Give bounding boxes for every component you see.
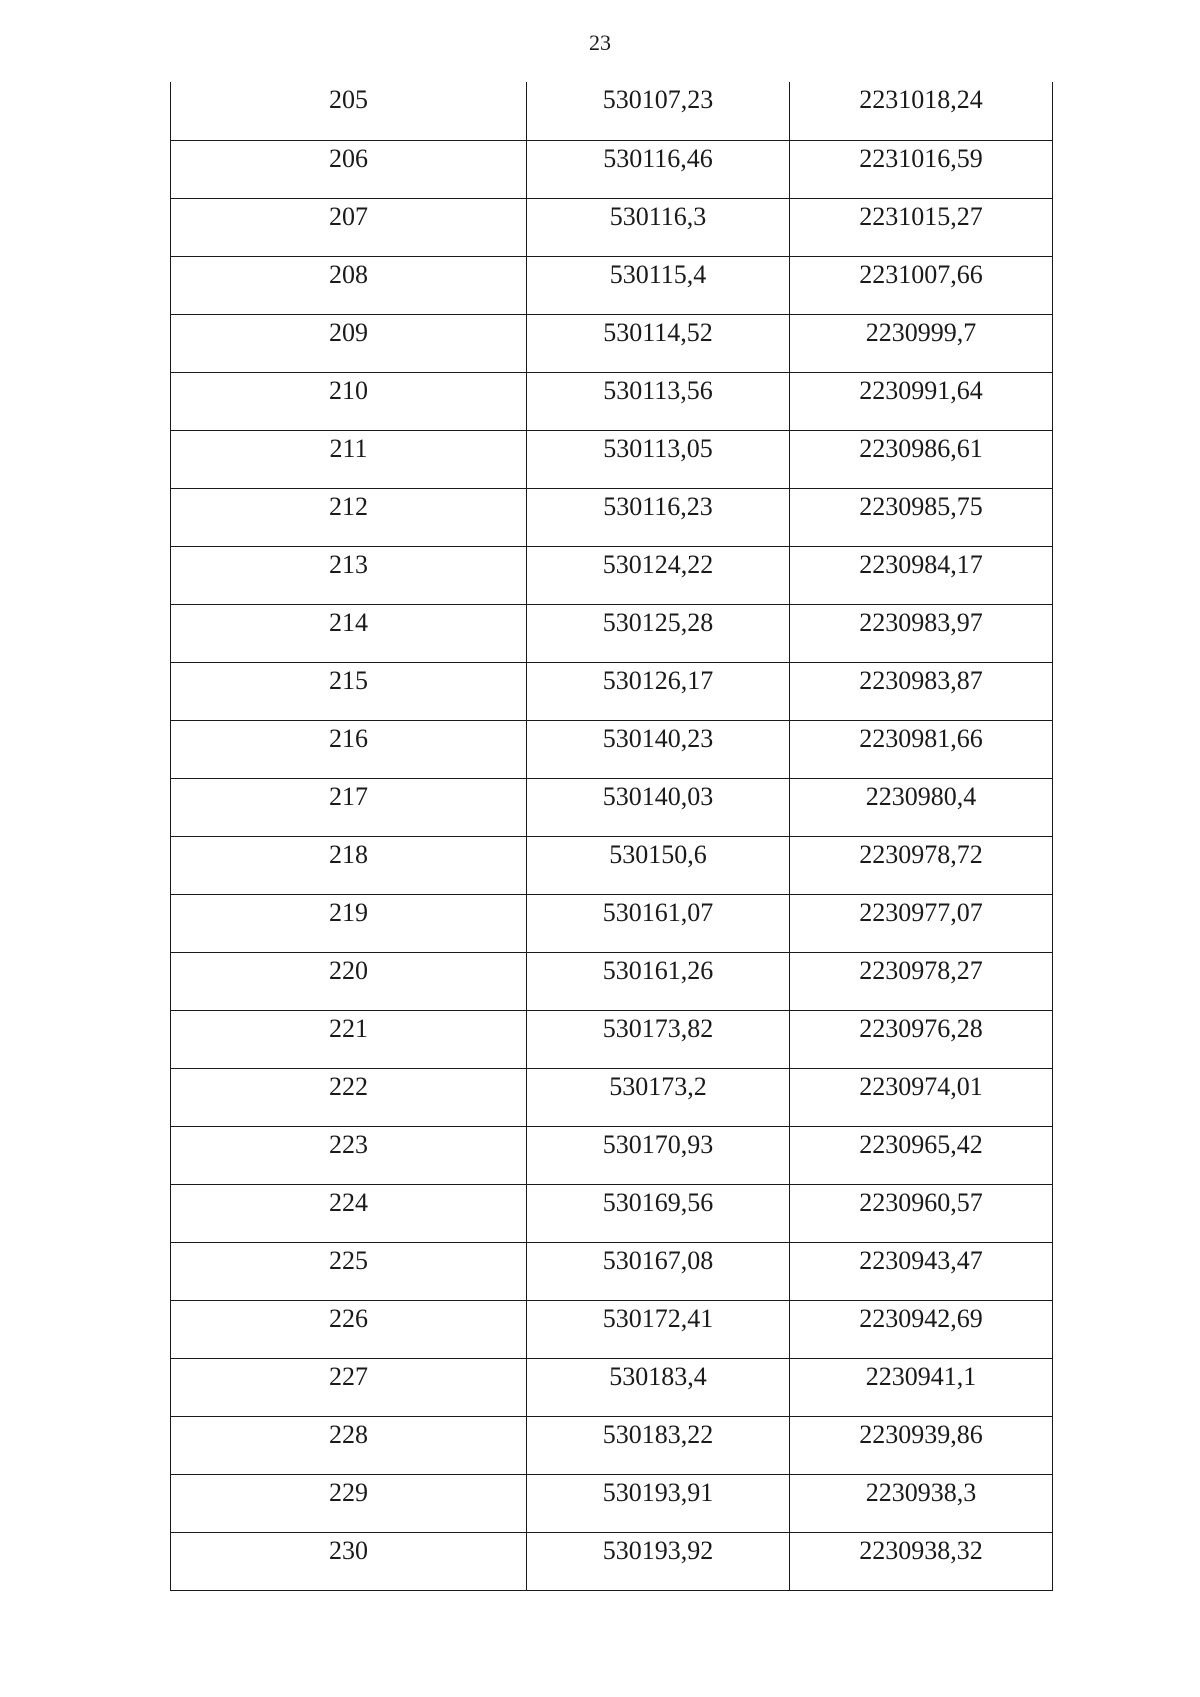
cell-text: 2230985,75 bbox=[859, 491, 983, 521]
x-coordinate-cell bbox=[527, 430, 790, 488]
table-row bbox=[171, 314, 1053, 372]
point-number-cell bbox=[171, 1184, 527, 1242]
table-row bbox=[171, 140, 1053, 198]
cell-text: 205 bbox=[329, 85, 368, 114]
cell-text: 530172,41 bbox=[602, 1303, 714, 1333]
cell-text: 230 bbox=[329, 1535, 368, 1565]
cell-text: 530140,03 bbox=[602, 781, 714, 811]
cell-text: 229 bbox=[329, 1477, 368, 1507]
table-row bbox=[171, 952, 1053, 1010]
x-coordinate-cell bbox=[527, 1474, 790, 1532]
table-row bbox=[171, 256, 1053, 314]
table-row bbox=[171, 82, 1053, 140]
table-row bbox=[171, 1126, 1053, 1184]
cell-text: 530116,46 bbox=[603, 143, 713, 173]
table-row bbox=[171, 604, 1053, 662]
cell-text: 530115,4 bbox=[609, 259, 707, 289]
cell-text: 228 bbox=[329, 1419, 368, 1449]
table-row bbox=[171, 1416, 1053, 1474]
cell-text: 2230984,17 bbox=[859, 549, 983, 579]
cell-text: 2230938,3 bbox=[865, 1477, 977, 1507]
cell-text: 530161,26 bbox=[602, 955, 714, 985]
cell-text: 2230941,1 bbox=[865, 1361, 977, 1391]
cell-text: 530169,56 bbox=[602, 1187, 714, 1217]
cell-text: 2230965,42 bbox=[859, 1129, 983, 1159]
y-coordinate-cell bbox=[790, 604, 1053, 662]
cell-text: 2230976,28 bbox=[859, 1013, 983, 1043]
point-number-cell bbox=[171, 1416, 527, 1474]
cell-text: 207 bbox=[329, 201, 368, 231]
cell-text: 530193,92 bbox=[602, 1535, 714, 1565]
cell-text: 2230981,66 bbox=[859, 723, 983, 753]
point-number-cell bbox=[171, 604, 527, 662]
cell-text: 215 bbox=[329, 665, 368, 695]
table-row bbox=[171, 488, 1053, 546]
y-coordinate-cell bbox=[790, 1068, 1053, 1126]
cell-text: 2230991,64 bbox=[859, 375, 983, 405]
x-coordinate-cell bbox=[527, 1010, 790, 1068]
table-body bbox=[171, 82, 1053, 1590]
y-coordinate-cell bbox=[790, 1184, 1053, 1242]
x-coordinate-cell bbox=[527, 1242, 790, 1300]
x-coordinate-cell bbox=[527, 1184, 790, 1242]
x-coordinate-cell bbox=[527, 546, 790, 604]
point-number-cell bbox=[171, 198, 527, 256]
cell-text: 530173,2 bbox=[609, 1071, 707, 1101]
table-row bbox=[171, 1474, 1053, 1532]
cell-text: 2230974,01 bbox=[859, 1071, 983, 1101]
table-row bbox=[171, 720, 1053, 778]
cell-text: 212 bbox=[329, 491, 368, 521]
cell-text: 2231015,27 bbox=[859, 201, 983, 231]
cell-text: 209 bbox=[329, 317, 368, 347]
point-number-cell bbox=[171, 82, 527, 140]
y-coordinate-cell bbox=[790, 1010, 1053, 1068]
y-coordinate-cell bbox=[790, 372, 1053, 430]
table-row bbox=[171, 836, 1053, 894]
table-row bbox=[171, 1300, 1053, 1358]
table-row bbox=[171, 1010, 1053, 1068]
point-number-cell bbox=[171, 256, 527, 314]
cell-text: 530183,4 bbox=[609, 1361, 707, 1391]
x-coordinate-cell bbox=[527, 372, 790, 430]
cell-text: 530116,3 bbox=[609, 201, 707, 231]
page-number: 23 bbox=[589, 30, 611, 55]
cell-text: 226 bbox=[329, 1303, 368, 1333]
cell-text: 213 bbox=[329, 549, 368, 579]
x-coordinate-cell bbox=[527, 952, 790, 1010]
y-coordinate-cell bbox=[790, 198, 1053, 256]
table-row bbox=[171, 372, 1053, 430]
point-number-cell bbox=[171, 836, 527, 894]
x-coordinate-cell bbox=[527, 662, 790, 720]
table-row bbox=[171, 894, 1053, 952]
coordinates-table bbox=[170, 82, 1053, 1591]
cell-text: 2230978,72 bbox=[859, 839, 983, 869]
cell-text: 2230977,07 bbox=[859, 897, 983, 927]
y-coordinate-cell bbox=[790, 1126, 1053, 1184]
x-coordinate-cell bbox=[527, 314, 790, 372]
table-row bbox=[171, 1358, 1053, 1416]
cell-text: 219 bbox=[329, 897, 368, 927]
table-row bbox=[171, 1068, 1053, 1126]
y-coordinate-cell bbox=[790, 1242, 1053, 1300]
point-number-cell bbox=[171, 314, 527, 372]
y-coordinate-cell bbox=[790, 894, 1053, 952]
x-coordinate-cell bbox=[527, 894, 790, 952]
point-number-cell bbox=[171, 1242, 527, 1300]
x-coordinate-cell bbox=[527, 1068, 790, 1126]
point-number-cell bbox=[171, 1010, 527, 1068]
x-coordinate-cell bbox=[527, 82, 790, 140]
point-number-cell bbox=[171, 546, 527, 604]
point-number-cell bbox=[171, 1126, 527, 1184]
x-coordinate-cell bbox=[527, 778, 790, 836]
cell-text: 530126,17 bbox=[602, 665, 714, 695]
x-coordinate-cell bbox=[527, 1126, 790, 1184]
point-number-cell bbox=[171, 894, 527, 952]
cell-text: 224 bbox=[329, 1187, 368, 1217]
y-coordinate-cell bbox=[790, 778, 1053, 836]
y-coordinate-cell bbox=[790, 256, 1053, 314]
cell-text: 2230938,32 bbox=[859, 1535, 983, 1565]
cell-text: 206 bbox=[329, 143, 368, 173]
cell-text: 530170,93 bbox=[602, 1129, 714, 1159]
point-number-cell bbox=[171, 662, 527, 720]
x-coordinate-cell bbox=[527, 1416, 790, 1474]
cell-text: 227 bbox=[329, 1361, 368, 1391]
y-coordinate-cell bbox=[790, 1416, 1053, 1474]
point-number-cell bbox=[171, 1358, 527, 1416]
y-coordinate-cell bbox=[790, 546, 1053, 604]
table-row bbox=[171, 662, 1053, 720]
x-coordinate-cell bbox=[527, 604, 790, 662]
cell-text: 218 bbox=[329, 839, 368, 869]
point-number-cell bbox=[171, 720, 527, 778]
cell-text: 221 bbox=[329, 1013, 368, 1043]
x-coordinate-cell bbox=[527, 198, 790, 256]
cell-text: 2230943,47 bbox=[859, 1245, 983, 1275]
point-number-cell bbox=[171, 1474, 527, 1532]
cell-text: 216 bbox=[329, 723, 368, 753]
cell-text: 530193,91 bbox=[602, 1477, 714, 1507]
cell-text: 530183,22 bbox=[602, 1419, 714, 1449]
cell-text: 530113,56 bbox=[603, 375, 713, 405]
cell-text: 530173,82 bbox=[602, 1013, 714, 1043]
cell-text: 530116,23 bbox=[603, 491, 713, 521]
cell-text: 530114,52 bbox=[603, 317, 713, 347]
point-number-cell bbox=[171, 778, 527, 836]
y-coordinate-cell bbox=[790, 720, 1053, 778]
x-coordinate-cell bbox=[527, 1532, 790, 1590]
y-coordinate-cell bbox=[790, 1532, 1053, 1590]
cell-text: 223 bbox=[329, 1129, 368, 1159]
cell-text: 530167,08 bbox=[602, 1245, 714, 1275]
table-row bbox=[171, 198, 1053, 256]
x-coordinate-cell bbox=[527, 256, 790, 314]
cell-text: 2230978,27 bbox=[859, 955, 983, 985]
point-number-cell bbox=[171, 1532, 527, 1590]
x-coordinate-cell bbox=[527, 1300, 790, 1358]
x-coordinate-cell bbox=[527, 488, 790, 546]
cell-text: 2230960,57 bbox=[859, 1187, 983, 1217]
cell-text: 2230983,87 bbox=[859, 665, 983, 695]
y-coordinate-cell bbox=[790, 1358, 1053, 1416]
point-number-cell bbox=[171, 140, 527, 198]
y-coordinate-cell bbox=[790, 140, 1053, 198]
table-row bbox=[171, 1242, 1053, 1300]
y-coordinate-cell bbox=[790, 1300, 1053, 1358]
y-coordinate-cell bbox=[790, 82, 1053, 140]
cell-text: 2231016,59 bbox=[859, 143, 983, 173]
x-coordinate-cell bbox=[527, 1358, 790, 1416]
table-row bbox=[171, 546, 1053, 604]
cell-text: 208 bbox=[329, 259, 368, 289]
point-number-cell bbox=[171, 1068, 527, 1126]
cell-text: 2231018,24 bbox=[859, 85, 983, 114]
y-coordinate-cell bbox=[790, 836, 1053, 894]
x-coordinate-cell bbox=[527, 720, 790, 778]
point-number-cell bbox=[171, 372, 527, 430]
table-row bbox=[171, 778, 1053, 836]
cell-text: 2230986,61 bbox=[859, 433, 983, 463]
cell-text: 530113,05 bbox=[603, 433, 713, 463]
y-coordinate-cell bbox=[790, 952, 1053, 1010]
cell-text: 225 bbox=[329, 1245, 368, 1275]
cell-text: 530125,28 bbox=[602, 607, 714, 637]
cell-text: 214 bbox=[329, 607, 368, 637]
cell-text: 530124,22 bbox=[602, 549, 714, 579]
point-number-cell bbox=[171, 1300, 527, 1358]
cell-text: 222 bbox=[329, 1071, 368, 1101]
cell-text: 530140,23 bbox=[602, 723, 714, 753]
point-number-cell bbox=[171, 952, 527, 1010]
x-coordinate-cell bbox=[527, 836, 790, 894]
cell-text: 210 bbox=[329, 375, 368, 405]
point-number-cell bbox=[171, 488, 527, 546]
cell-text: 530150,6 bbox=[609, 839, 707, 869]
x-coordinate-cell bbox=[527, 140, 790, 198]
cell-text: 2230983,97 bbox=[859, 607, 983, 637]
cell-text: 220 bbox=[329, 955, 368, 985]
y-coordinate-cell bbox=[790, 430, 1053, 488]
cell-text: 2230942,69 bbox=[859, 1303, 983, 1333]
y-coordinate-cell bbox=[790, 662, 1053, 720]
cell-text: 2230999,7 bbox=[865, 317, 977, 347]
cell-text: 2230939,86 bbox=[859, 1419, 983, 1449]
cell-text: 2231007,66 bbox=[859, 259, 983, 289]
y-coordinate-cell bbox=[790, 1474, 1053, 1532]
table-row bbox=[171, 430, 1053, 488]
cell-text: 2230980,4 bbox=[865, 781, 977, 811]
cell-text: 530161,07 bbox=[602, 897, 714, 927]
y-coordinate-cell bbox=[790, 314, 1053, 372]
y-coordinate-cell bbox=[790, 488, 1053, 546]
cell-text: 211 bbox=[329, 433, 368, 463]
table-row bbox=[171, 1532, 1053, 1590]
table-row bbox=[171, 1184, 1053, 1242]
cell-text: 530107,23 bbox=[602, 85, 714, 114]
cell-text: 217 bbox=[329, 781, 368, 811]
point-number-cell bbox=[171, 430, 527, 488]
